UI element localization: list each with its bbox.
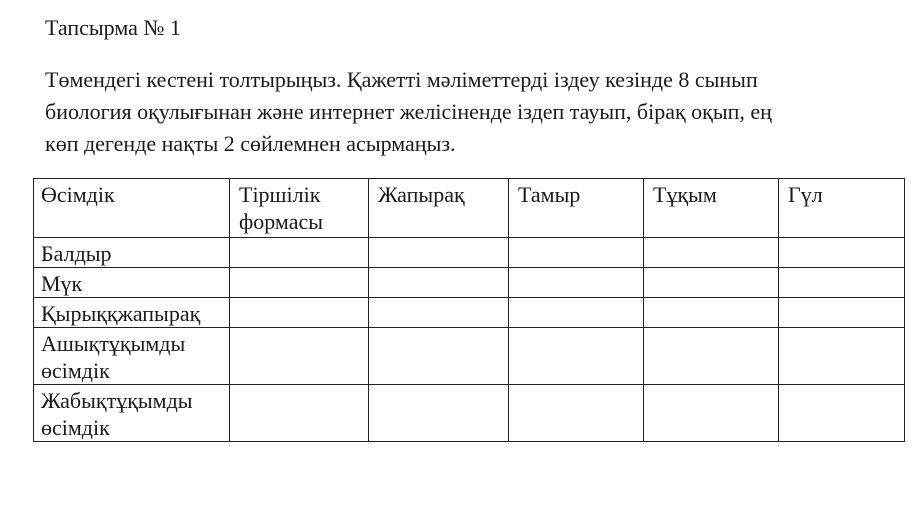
instruction-line: Төмендегі кестені толтырыңыз. Қажетті мәліметтерді іздеу кезінде 8 сынып	[45, 67, 758, 92]
header-plant: Өсімдік	[34, 179, 230, 238]
header-leaf: Жапырақ	[369, 179, 509, 238]
empty-cell[interactable]	[230, 385, 369, 442]
table-row	[34, 238, 905, 268]
table-row	[34, 268, 905, 298]
empty-cell[interactable]	[369, 238, 509, 268]
empty-cell[interactable]	[644, 385, 779, 442]
empty-cell[interactable]	[369, 298, 509, 328]
empty-cell[interactable]	[509, 238, 644, 268]
empty-cell[interactable]	[509, 298, 644, 328]
empty-cell[interactable]	[644, 328, 779, 385]
empty-cell[interactable]	[230, 238, 369, 268]
empty-cell[interactable]	[779, 385, 905, 442]
empty-cell[interactable]	[230, 328, 369, 385]
instruction-line: биология оқулығынан және интернет желісіненде іздеп тауып, бірақ оқып, ең	[45, 99, 772, 124]
empty-cell[interactable]	[644, 238, 779, 268]
header-root: Тамыр	[509, 179, 644, 238]
instruction-line: көп дегенде нақты 2 сөйлемнен асырмаңыз.	[45, 131, 456, 156]
row-label: Балдыр	[34, 238, 230, 268]
empty-cell[interactable]	[779, 298, 905, 328]
empty-cell[interactable]	[779, 328, 905, 385]
table-row	[34, 298, 905, 328]
header-flower: Гүл	[779, 179, 905, 238]
empty-cell[interactable]	[509, 385, 644, 442]
row-label: Жабықтұқымды өсімдік	[34, 385, 230, 442]
empty-cell[interactable]	[369, 268, 509, 298]
empty-cell[interactable]	[779, 238, 905, 268]
empty-cell[interactable]	[509, 328, 644, 385]
empty-cell[interactable]	[644, 268, 779, 298]
plant-table	[33, 178, 905, 442]
empty-cell[interactable]	[779, 268, 905, 298]
header-life-form: Тіршілік формасы	[230, 179, 369, 238]
empty-cell[interactable]	[644, 298, 779, 328]
empty-cell[interactable]	[230, 268, 369, 298]
row-label: Ашықтұқымды өсімдік	[34, 328, 230, 385]
task-instructions	[45, 64, 905, 160]
header-seed: Тұқым	[644, 179, 779, 238]
table-row	[34, 385, 905, 442]
empty-cell[interactable]	[369, 328, 509, 385]
empty-cell[interactable]	[230, 298, 369, 328]
table-header-row	[34, 179, 905, 238]
empty-cell[interactable]	[369, 385, 509, 442]
empty-cell[interactable]	[509, 268, 644, 298]
task-title: Тапсырма № 1	[45, 15, 181, 40]
table-row	[34, 328, 905, 385]
row-label: Мүк	[34, 268, 230, 298]
row-label: Қырыққжапырақ	[34, 298, 230, 328]
